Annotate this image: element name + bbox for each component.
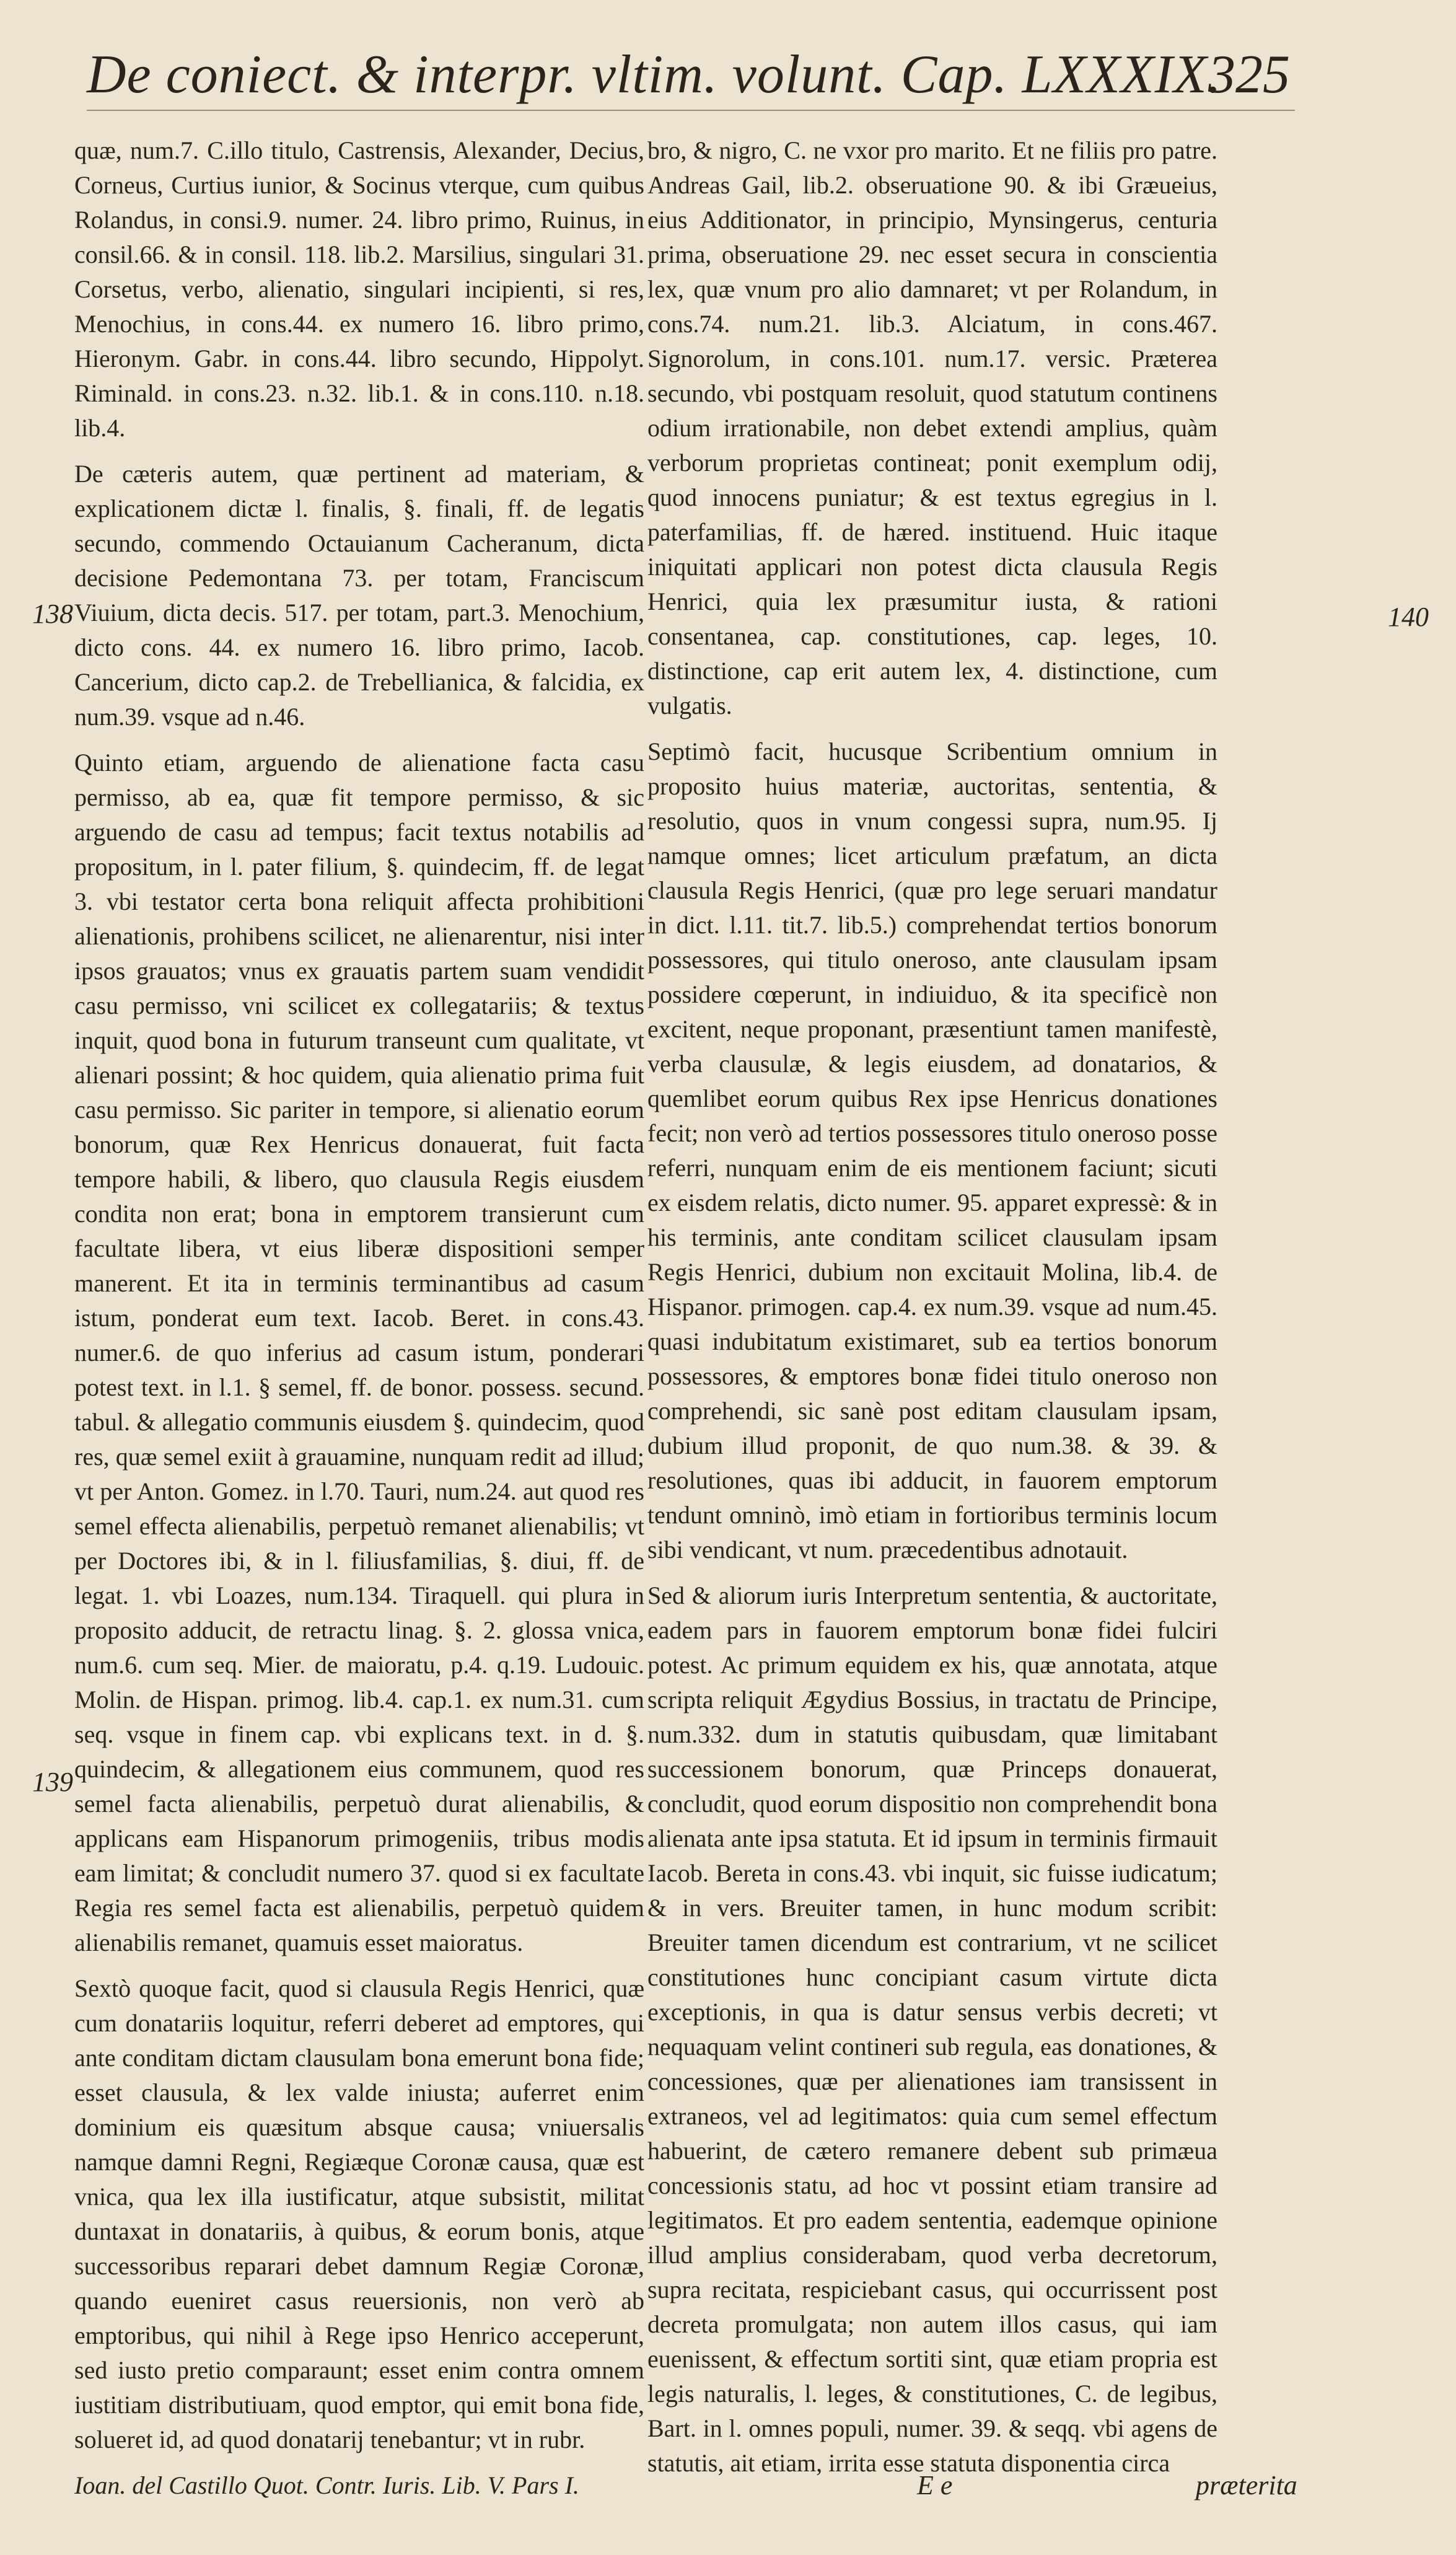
left-column <box>74 133 644 2514</box>
left-paragraph-2: De cæteris autem, quæ pertinent ad materiam, & explicationem dictæ l. finalis, §. finali, ff. de legatis secundo, commendo Octauianum Cacheranum, dicta decisione Pedemontana 73. per totam, Franciscum Viuium, dicta decis. 517. per totam, part.3. Menochium, dicto cons. 44. ex numero 16. libro primo, Iacob. Cancerium, dicto cap.2. de Trebellianica, & falcidia, ex num.39. vsque ad n.46. <box>74 460 644 731</box>
margin-number-138: 138 <box>32 599 73 629</box>
page-header <box>0 37 1456 130</box>
margin-number-139: 139 <box>32 1767 73 1797</box>
right-column <box>647 133 1217 2492</box>
right-paragraph-2: Septimò facit, hucusque Scribentium omnium in proposito huius materiæ, auctoritas, sententia, & resolutio, quos in vnum congessi supra, num.95. Ij namque omnes; licet articulum præfatum, an dicta clausula Regis Henrici, (quæ pro lege seruari mandatur in dict. l.11. tit.7. lib.5.) comprehendat tertios bonorum possessores, qui titulo oneroso, ante clausulam ipsam possidere cœperunt, in indiuiduo, & ita specificè non excitent, neque proponant, præsentiunt tamen manifestè, verba clausulæ, & legis eiusdem, ad donatarios, & quemlibet eorum quibus Rex ipse Henricus donationes fecit; non verò ad tertios possessores titulo oneroso posse referri, nunquam enim de eis mentionem faciunt; sicuti ex eisdem relatis, dicto numer. 95. apparet expressè: & in his terminis, ante conditam scilicet clausulam ipsam Regis Henrici, dubium non excitauit Molina, lib.4. de Hispanor. primogen. cap.4. ex num.39. vsque ad num.45. quasi indubitatum existimaret, sub ea tertios bonorum possessores, & emptores bonæ fidei titulo oneroso non comprehendi, sic sanè post editam clausulam ipsam, dubium illud proponit, de quo num.38. & 39. & resolutiones, quas ibi adducit, in fauorem emptorum tendunt omninò, imò etiam in fortioribus terminis locum sibi vendicant, vt num. præcedentibus adnotauit. <box>647 737 1217 1563</box>
left-footer-note: Ioan. del Castillo Quot. Contr. Iuris. Lib. V. Pars I. <box>74 2471 579 2499</box>
running-title: De coniect. & interpr. vltim. volunt. Cap. LXXXIX. <box>87 43 1295 111</box>
margin-number-140: 140 <box>1388 602 1429 632</box>
left-paragraph-1: quæ, num.7. C.illo titulo, Castrensis, Alexander, Decius, Corneus, Curtius iunior, & Socinus vterque, cum quibus Rolandus, in consi.9. numer. 24. libro primo, Ruinus, in consil.66. & in consil. 118. lib.2. Marsilius, singulari 31. Corsetus, verbo, alienatio, singulari incipienti, si res, Menochius, in cons.44. ex numero 16. libro primo, Hieronym. Gabr. in cons.44. libro secundo, Hippolyt. Riminald. in cons.23. n.32. lib.1. & in cons.110. n.18. lib.4. <box>74 136 644 442</box>
right-paragraph-3: Sed & aliorum iuris Interpretum sententia, & auctoritate, eadem pars in fauorem emptorum bonæ fidei fulciri potest. Ac primum equidem ex his, quæ annotata, atque scripta reliquit Ægydius Bossius, in tractatu de Principe, num.332. dum in statutis quibusdam, quæ limitabant successionem bonorum, quæ Princeps donauerat, concludit, quod eorum dispositio non comprehendit bona alienata ante ipsa statuta. Et id ipsum in terminis firmauit Iacob. Bereta in cons.43. vbi inquit, sic fuisse iudicatum; & in vers. Breuiter tamen, in hunc modum scribit: Breuiter tamen dicendum est contrarium, vt ne scilicet constitutiones hunc concipiant casum virtute dicta exceptionis, in qua is datur sensus verbis decreti; vt nequaquam velint contineri sub regula, eas donationes, & concessiones, quæ per alienationes iam transissent in extraneos, vel ad legitimatos: quia cum semel effectum habuerint, de cætero remanere debent sub primæua concessionis statu, ad hoc vt possint etiam transire ad legitimatos. Et pro eadem sententia, eademque opinione illud amplius considerabam, quod verba decretorum, supra recitata, respiciebant casus, qui occurrissent post decreta promulgata; non autem illos casus, qui iam euenissent, & effectum sortiti sint, quæ etiam propria est legis naturalis, l. leges, & constitutiones, C. de legibus, Bart. in l. omnes populi, numer. 39. & seqq. vbi agens de statutis, ait etiam, irrita esse statuta disponentia circa <box>647 1581 1217 2477</box>
left-paragraph-4: Sextò quoque facit, quod si clausula Regis Henrici, quæ cum donatariis loquitur, referri deberet ad emptores, qui ante conditam dictam clausulam bona emerunt bona fide; esset clausula, & lex valde iniusta; auferret enim dominium eis quæsitum absque causa; vniuersalis namque damni Regni, Regiæque Coronæ causa, quæ est vnica, qua lex illa iustificatur, atque subsistit, militat duntaxat in donatariis, à quibus, & eorum bonis, atque successoribus reparari debet damnum Regiæ Coronæ, quando eueniret casus reuersionis, non verò ab emptoribus, qui nihil à Rege ipso Henrico acceperunt, sed iusto pretio comparaunt; esset enim contra omnem iustitiam distributiuam, quod emptor, qui emit bona fide, solueret id, ad quod donatarij tenebantur; vt in rubr. <box>74 1974 644 2453</box>
left-paragraph-3: Quinto etiam, arguendo de alienatione facta casu permisso, ab ea, quæ fit tempore permisso, & sic arguendo de casu ad tempus; facit textus notabilis ad propositum, in l. pater filium, §. quindecim, ff. de legat 3. vbi testator certa bona reliquit affecta prohibitioni alienationis, prohibens scilicet, ne alienarentur, nisi inter ipsos grauatos; vnus ex grauatis partem suam vendidit casu permisso, vni scilicet ex collegatariis; & textus inquit, quod bona in futurum transeunt cum qualitate, vt alienari possint; & hoc quidem, quia alienatio prima fuit casu permisso. Sic pariter in tempore, si alienatio eorum bonorum, quæ Rex Henricus donauerat, fuit facta tempore habili, & libero, quo clausula Regis eiusdem condita non erat; bona in emptorem transierunt cum facultate libera, vt eius liberæ dispositioni semper manerent. Et ita in terminis terminantibus ad casum istum, ponderat eum text. Iacob. Beret. in cons.43. numer.6. de quo inferius ad casum istum, ponderari potest text. in l.1. § semel, ff. de bonor. possess. secund. tabul. & allegatio communis eiusdem §. quindecim, quod res, quæ semel exiit à grauamine, nunquam redit ad illud; vt per Anton. Gomez. in l.70. Tauri, num.24. aut quod res semel effecta alienabilis, perpetuò remanet alienabilis; vt per Doctores ibi, & in l. filiusfamilias, §. diui, ff. de legat. 1. vbi Loazes, num.134. Tiraquell. qui plura in proposito adducit, de retractu linag. §. 2. glossa vnica, num.6. cum seq. Mier. de maioratu, p.4. q.19. Ludouic. Molin. de Hispan. primog. lib.4. cap.1. ex num.31. cum seq. vsque in finem cap. vbi explicans text. in d. §. quindecim, & allegationem eius communem, quod res semel facta alienabilis, perpetuò durat alienabilis, & applicans eam Hispanorum primogeniis, tribus modis eam limitat; & concludit numero 37. quod si ex facultate Regia res semel facta est alienabilis, perpetuò quidem alienabilis remanet, quamuis esset maioratus. <box>74 749 644 1956</box>
right-paragraph-1: bro, & nigro, C. ne vxor pro marito. Et ne filiis pro patre. Andreas Gail, lib.2. obseruatione 90. & ibi Græueius, eius Additionator, in principio, Mynsingerus, centuria prima, obseruatione 29. nec esset secura in conscientia lex, quæ vnum pro alio damnaret; vt per Rolandum, in cons.74. num.21. lib.3. Alciatum, in cons.467. Signorolum, in cons.101. num.17. versic. Præterea secundo, vbi postquam resoluit, quod statutum continens odium irrationabile, non debet extendi amplius, quàm verborum proprietas contineat; ponit exemplum odij, quod innocens puniatur; & est textus egregius in l. paterfamilias, ff. de hæred. instituend. Huic itaque iniquitati applicari non potest dicta clausula Regis Henrici, quia lex præsumitur iusta, & rationi consentanea, cap. constitutiones, cap. leges, 10. distinctione, cap erit autem lex, 4. distinctione, cum vulgatis. <box>647 136 1217 719</box>
catchword: præterita <box>1196 2470 1297 2500</box>
page-number: 325 <box>1208 45 1290 105</box>
signature-mark: E e <box>917 2470 953 2500</box>
